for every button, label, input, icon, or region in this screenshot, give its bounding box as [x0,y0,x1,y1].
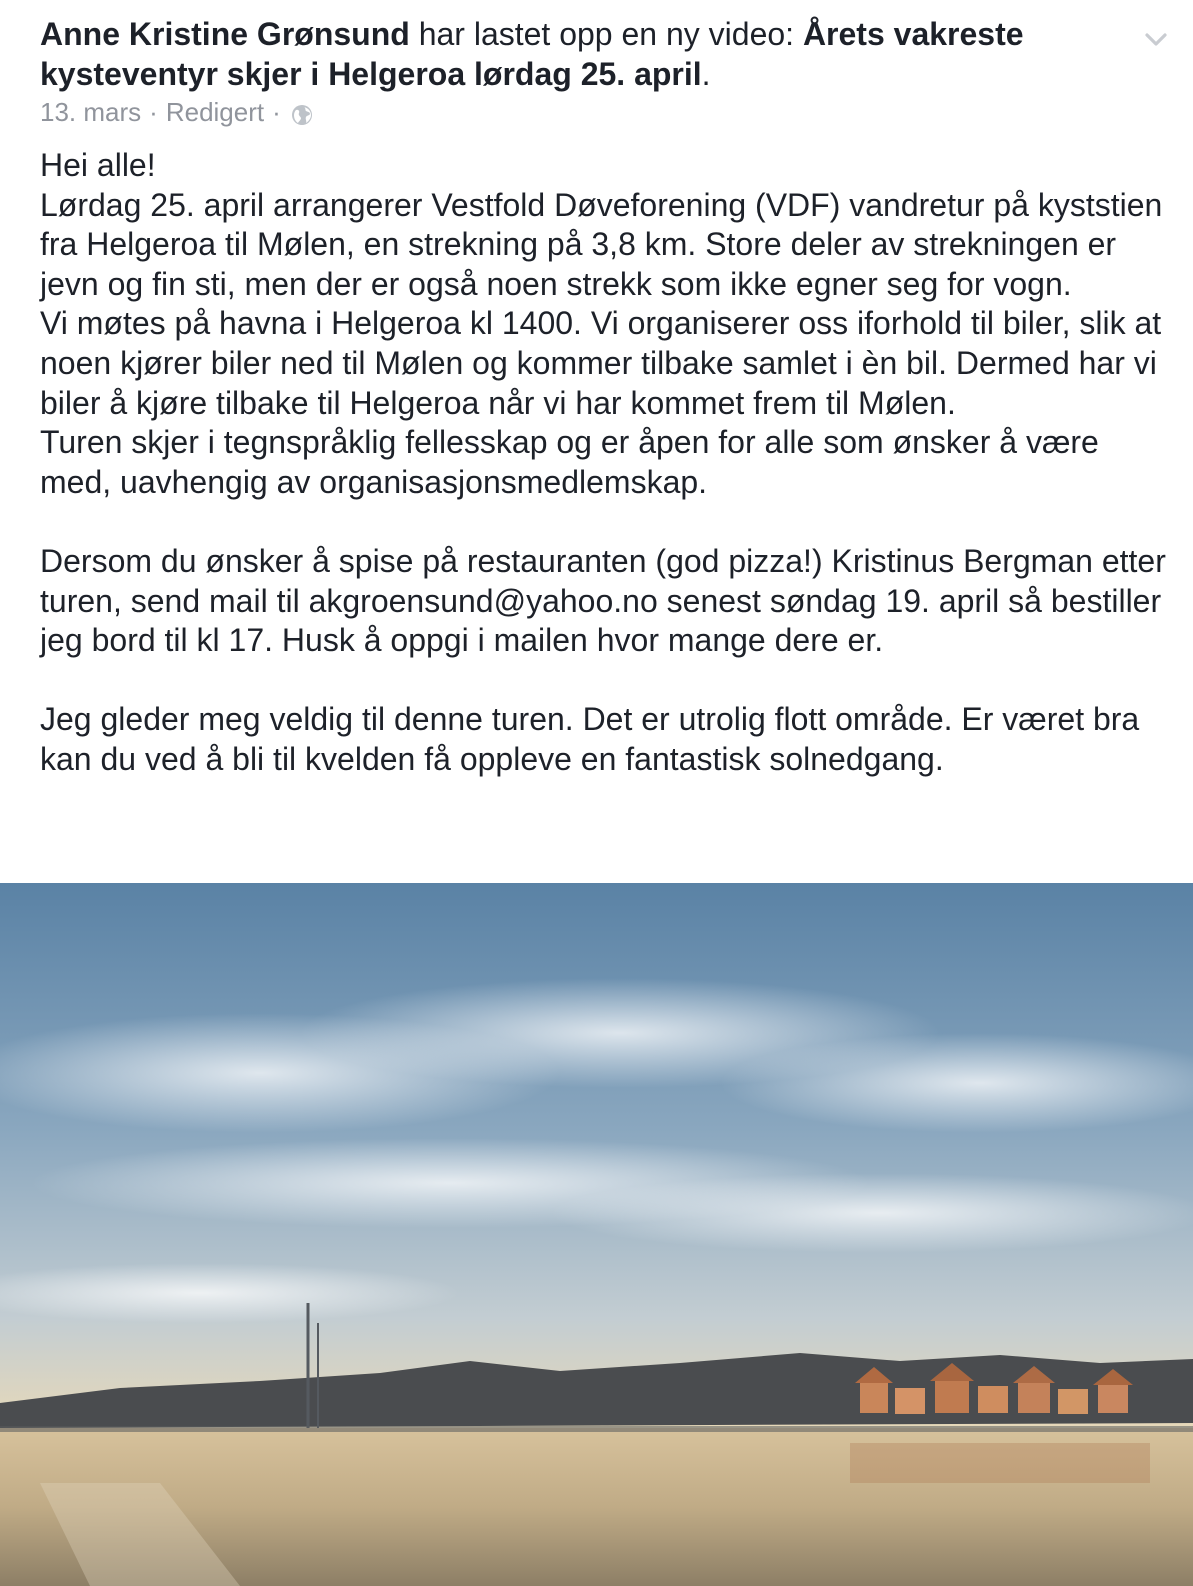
title-period: . [701,56,711,92]
post-body [40,146,1170,780]
body-paragraph: Dersom du ønsker å spise på restauranten (god pizza!) Kristinus Bergman etter turen, send mail til akgroensund@yahoo.no senest søndag 19. april så bestiller jeg bord til kl 17. Husk å oppgi i mailen hvor mange dere er. [40,542,1166,659]
post-meta [40,96,313,128]
body-paragraph: Turen skjer i tegnspråklig fellesskap og er åpen for alle som ønsker å være med, uavhengig av organisasjonsmedlemskap. [40,424,1099,500]
post-header [40,14,1120,94]
body-paragraph: Lørdag 25. april arrangerer Vestfold Døveforening (VDF) vandretur på kyststien fra Helgeroa til Mølen, en strekning på 3,8 km. Store deler av strekningen er jevn og fin sti, men der er også noen strekk som ikke egner seg for vogn. [40,186,1163,302]
paragraph-spacer [40,502,1170,542]
chevron-down-icon[interactable] [1141,24,1171,54]
post-date[interactable]: 13. mars [40,97,142,127]
globe-icon[interactable] [291,101,313,123]
body-paragraph: Vi møtes på havna i Helgeroa kl 1400. Vi organiserer oss iforhold til biler, slik at noen kjører biler ned til Mølen og kommer tilbake samlet i èn bil. Dermed har vi biler å kjøre tilbake til Helgeroa når vi har kommet frem til Mølen. [40,305,1162,421]
author-name[interactable]: Anne Kristine Grønsund [40,16,410,52]
edited-label[interactable]: Redigert [165,97,265,127]
video-thumbnail[interactable] [0,883,1193,1586]
meta-separator: · [149,97,158,127]
meta-separator: · [272,97,281,127]
body-paragraph: Hei alle! [40,147,156,183]
video-thumbnail-image [0,883,1193,1586]
body-paragraph: Jeg gleder meg veldig til denne turen. Det er utrolig flott område. Er været bra kan du ved å bli til kvelden få oppleve en fantastisk solnedgang. [40,701,1140,777]
post-action-text: har lastet opp en ny video: [418,16,795,52]
video-title-link[interactable]: Årets vakreste kysteventyr skjer i Helgeroa lørdag 25. april [40,16,1024,92]
paragraph-spacer [40,661,1170,701]
